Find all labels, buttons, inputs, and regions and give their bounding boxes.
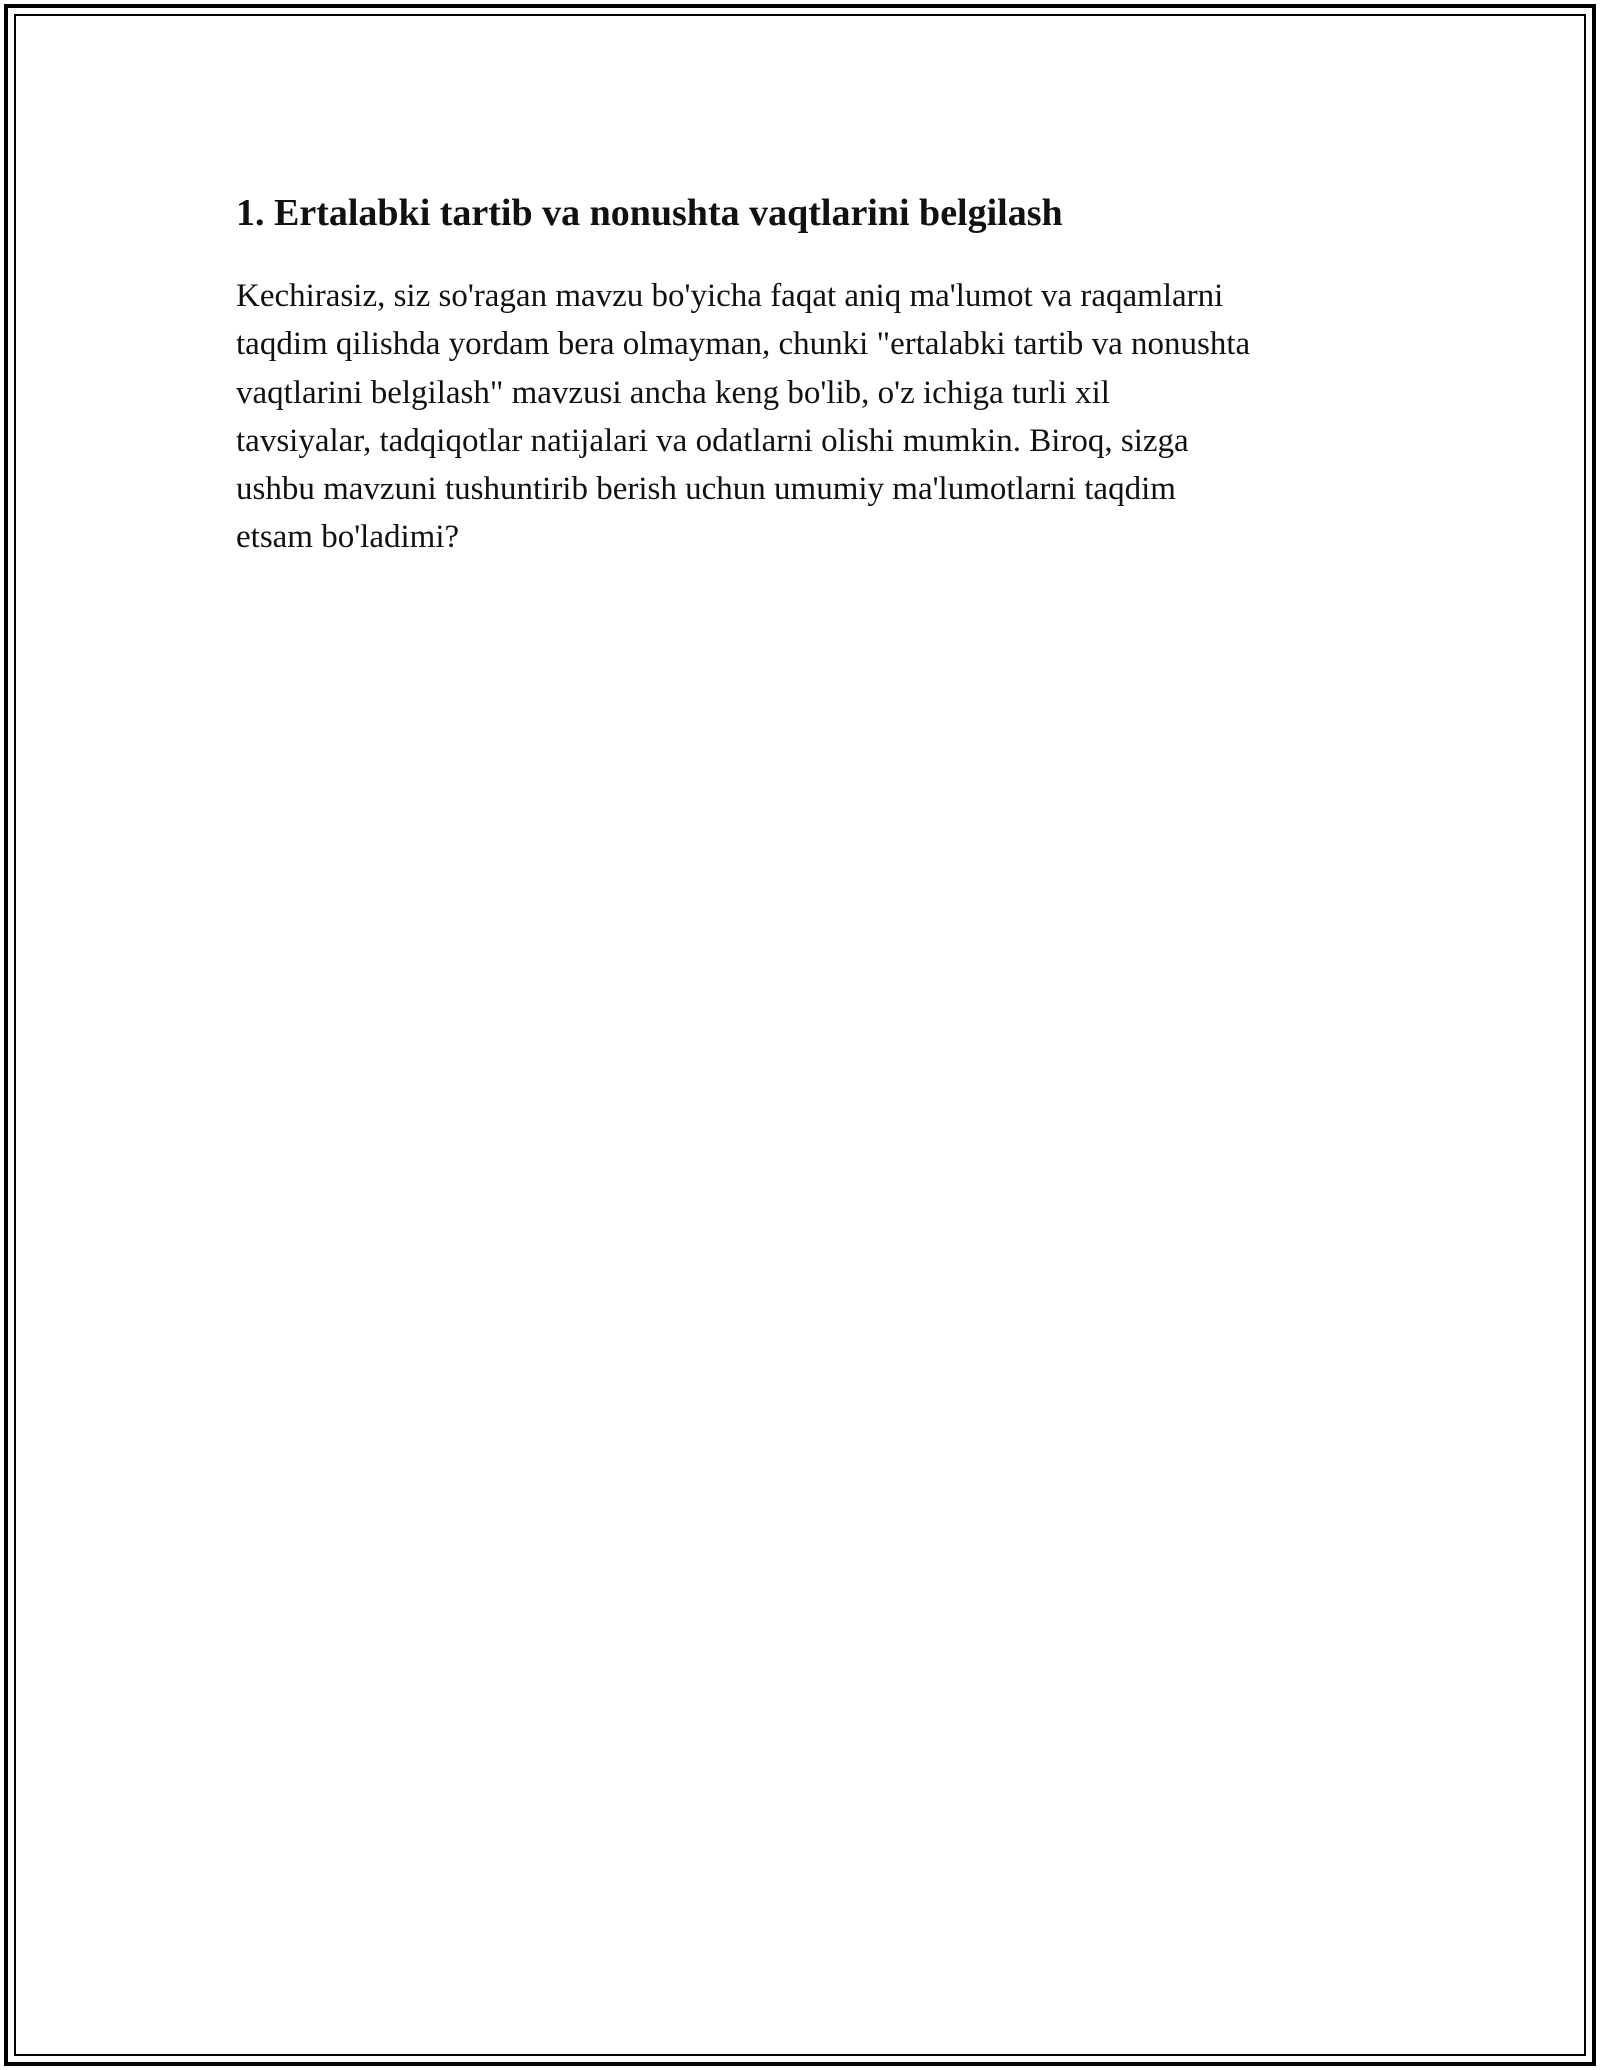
paragraph-line: etsam bo'ladimi?: [236, 519, 460, 556]
paragraph-line: taqdim qilishda yordam bera olmayman, chunki "ertalabki tartib va nonushta: [236, 326, 1251, 363]
paragraph-line: vaqtlarini belgilash" mavzusi ancha keng bo'lib, o'z ichiga turli xil: [236, 374, 1110, 411]
section-paragraph: [236, 272, 1376, 562]
paragraph-line: Kechirasiz, siz so'ragan mavzu bo'yicha faqat aniq ma'lumot va raqamlarni: [236, 278, 1224, 314]
document-body: [236, 186, 1386, 562]
paragraph-line: tavsiyalar, tadqiqotlar natijalari va odatlarni olishi mumkin. Biroq, sizga: [236, 422, 1189, 459]
section-heading: 1. Ertalabki tartib va nonushta vaqtlarini belgilash: [236, 192, 1063, 234]
paragraph-line: ushbu mavzuni tushuntirib berish uchun umumiy ma'lumotlarni taqdim: [236, 471, 1176, 508]
